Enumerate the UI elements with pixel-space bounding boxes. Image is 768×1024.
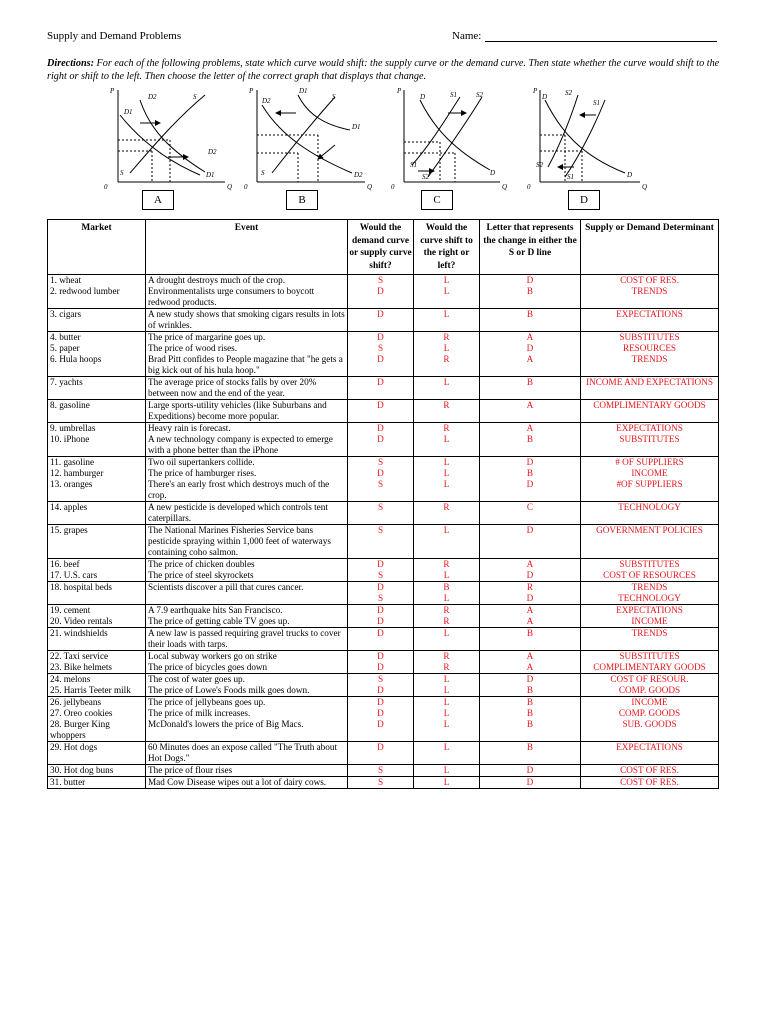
direction-cell: L [414,286,480,309]
letter-cell: D [480,457,581,469]
market-cell: 15. grapes [48,525,146,559]
event-cell: A new pesticide is developed which controls tent caterpillars. [146,502,348,525]
graph-b-s-bottom-label: S [261,169,265,177]
letter-cell: A [480,400,581,423]
determinant-cell: SUBSTITUTES [581,559,719,571]
graph-c [391,87,507,191]
header-event: Event [146,220,348,275]
direction-cell: L [414,777,480,789]
event-cell: The price of Lowe's Foods milk goes down. [146,685,348,697]
direction-cell: L [414,765,480,777]
market-cell: 7. yachts [48,377,146,400]
market-cell: 4. butter [48,332,146,344]
letter-cell: B [480,697,581,709]
letter-cell: D [480,525,581,559]
table-row [48,582,719,605]
letter-cell: A [480,616,581,628]
determinant-cell: TRENDS [581,354,719,377]
curve-cell: D [348,742,414,765]
market-cell: 23. Bike helmets [48,662,146,674]
table-row [48,559,719,571]
letter-cell: A [480,651,581,663]
event-cell: There's an early frost which destroys much of the crop. [146,479,348,502]
curve-cell: D [348,377,414,400]
directions-label: Directions: [47,58,94,69]
letter-cell: D [480,343,581,354]
curve-cell: D [348,685,414,697]
header-curve: Would the demand curve or supply curve shift? [348,220,414,275]
table-row [48,525,719,559]
table-row [48,457,719,469]
graph-c-p-label: P [397,87,402,95]
event-cell: A 7.9 earthquake hits San Francisco. [146,605,348,617]
event-cell: Mad Cow Disease wipes out a lot of dairy cows. [146,777,348,789]
table-row [48,468,719,479]
event-cell: The price of getting cable TV goes up. [146,616,348,628]
market-cell: 16. beef [48,559,146,571]
header-determinant: Supply or Demand Determinant [581,220,719,275]
graph-c-s1-bottom-label: S1 [410,161,417,169]
direction-cell: L [414,479,480,502]
graph-d-s2-bottom-label: S2 [536,161,543,169]
event-cell: Large sports-utility vehicles (like Suburbans and Expeditions) become more popular. [146,400,348,423]
table-row [48,354,719,377]
curve-cell: D [348,559,414,571]
table-row [48,662,719,674]
graph-a-s-label: S [193,93,197,101]
graph-c-q-label: Q [502,183,508,191]
problems-table [47,219,719,789]
curve-cell: D [348,309,414,332]
header-letter: Letter that represents the change in either the S or D line [480,220,581,275]
market-cell: 13. oranges [48,479,146,502]
letter-cell: A [480,662,581,674]
direction-cell: L [414,628,480,651]
direction-cell: L [414,275,480,287]
direction-cell: R [414,616,480,628]
table-row [48,434,719,457]
direction-cell: R [414,332,480,344]
graph-c-s2-top-label: S2 [476,91,483,99]
name-label: Name: [452,30,482,42]
event-cell: The price of chicken doubles [146,559,348,571]
graph-c-o-label: 0 [391,183,395,191]
market-cell: 19. cement [48,605,146,617]
determinant-cell: COMPLIMENTARY GOODS [581,400,719,423]
graph-c-s1-top-label: S1 [450,91,457,99]
direction-cell: L [414,468,480,479]
graph-b-d2-label: D2 [262,97,271,105]
determinant-cell: COMP. GOODS [581,685,719,697]
event-cell: Scientists discover a pill that cures cancer. [146,582,348,605]
market-cell: 22. Taxi service [48,651,146,663]
event-cell: A new technology company is expected to emerge with a phone better than the iPhone [146,434,348,457]
table-row [48,742,719,765]
event-cell: The price of bicycles goes down [146,662,348,674]
determinant-cell: GOVERNMENT POLICIES [581,525,719,559]
market-cell: 29. Hot dogs [48,742,146,765]
graph-a-p-label: P [110,87,115,95]
graph-d-s2-top-label: S2 [565,89,572,97]
graph-a-o-label: 0 [104,183,108,191]
market-cell: 2. redwood lumber [48,286,146,309]
curve-cell: D S [348,582,414,605]
table-row [48,719,719,742]
determinant-cell: COST OF RES. [581,275,719,287]
letter-cell: D [480,765,581,777]
graph-d-s1-bottom-label: S1 [567,173,574,181]
determinant-cell: COST OF RESOUR. [581,674,719,686]
graph-a [104,87,232,191]
graph-c-d-right-label: D [490,169,496,177]
market-cell: 11. gasoline [48,457,146,469]
curve-cell: S [348,570,414,582]
market-cell: 10. iPhone [48,434,146,457]
letter-cell: D [480,674,581,686]
determinant-cell: TRENDS [581,286,719,309]
event-cell: The price of margarine goes up. [146,332,348,344]
table-row [48,616,719,628]
graph-c-d-top-label: D [420,93,426,101]
table-row [48,309,719,332]
name-blank-line [485,31,717,42]
determinant-cell: INCOME [581,697,719,709]
event-cell: McDonald's lowers the price of Big Macs. [146,719,348,742]
directions-text: For each of the following problems, state which curve would shift: the supply curve or the demand curve. Then state whether the curve would shift to the right or shift to the left. Then choose the letter of the correct graph that displays that change. [47,58,720,82]
determinant-cell: COST OF RESOURCES [581,570,719,582]
market-cell: 9. umbrellas [48,423,146,435]
curve-cell: D [348,616,414,628]
letter-cell: B [480,719,581,742]
market-cell: 6. Hula hoops [48,354,146,377]
graph-b-p-label: P [249,87,254,95]
graph-b-d2-right-label: D2 [354,171,363,179]
determinant-cell: COMP. GOODS [581,708,719,719]
letter-cell: C [480,502,581,525]
direction-cell: L [414,570,480,582]
letter-cell: B [480,742,581,765]
letter-cell: A [480,332,581,344]
determinant-cell: TECHNOLOGY [581,502,719,525]
direction-cell: R [414,605,480,617]
curve-cell: D [348,423,414,435]
letter-cell: A [480,559,581,571]
event-cell: The cost of water goes up. [146,674,348,686]
market-cell: 1. wheat [48,275,146,287]
letter-cell: A [480,423,581,435]
direction-cell: L [414,525,480,559]
direction-cell: R [414,662,480,674]
curve-cell: D [348,332,414,344]
graph-d-letter: D [568,190,600,210]
direction-cell: L [414,434,480,457]
market-cell: 14. apples [48,502,146,525]
curve-cell: D [348,605,414,617]
direction-cell: R [414,354,480,377]
market-cell: 12. hamburger [48,468,146,479]
table-row [48,377,719,400]
table-row [48,628,719,651]
event-cell: A new study shows that smoking cigars results in lots of wrinkles. [146,309,348,332]
graph-b-s-label: S [332,93,336,101]
table-row [48,708,719,719]
curve-cell: D [348,719,414,742]
letter-cell: B [480,309,581,332]
table-row [48,332,719,344]
graph-d-p-label: P [533,87,538,95]
market-cell: 18. hospital beds [48,582,146,605]
graph-a-d2-right-label: D2 [208,148,217,156]
direction-cell: R [414,502,480,525]
letter-cell: B [480,685,581,697]
letter-cell: B [480,708,581,719]
direction-cell: L [414,377,480,400]
determinant-cell: EXPECTATIONS [581,605,719,617]
header-direction: Would the curve shift to the right or left? [414,220,480,275]
table-row [48,275,719,287]
event-cell: Environmentalists urge consumers to boycott redwood products. [146,286,348,309]
curve-cell: D [348,651,414,663]
table-row [48,674,719,686]
determinant-cell: INCOME [581,616,719,628]
market-cell: 20. Video rentals [48,616,146,628]
determinant-cell: EXPECTATIONS [581,423,719,435]
curve-cell: D [348,628,414,651]
graph-a-s-bottom-label: S [120,169,124,177]
event-cell: Brad Pitt confides to People magazine that "he gets a big kick out of his hula hoop." [146,354,348,377]
curve-cell: D [348,662,414,674]
table-row [48,502,719,525]
graph-b-letter: B [286,190,318,210]
market-cell: 8. gasoline [48,400,146,423]
determinant-cell: RESOURCES [581,343,719,354]
table-row [48,423,719,435]
letter-cell: A [480,605,581,617]
event-cell: The price of steel skyrockets [146,570,348,582]
direction-cell: L [414,719,480,742]
direction-cell: L [414,697,480,709]
curve-cell: S [348,275,414,287]
table-row [48,343,719,354]
table-row [48,605,719,617]
graph-b-d1-top-label: D1 [299,87,308,95]
market-cell: 27. Oreo cookies [48,708,146,719]
direction-cell: L [414,457,480,469]
letter-cell: B [480,377,581,400]
event-cell: Heavy rain is forecast. [146,423,348,435]
direction-cell: R [414,423,480,435]
table-row [48,765,719,777]
curve-cell: S [348,525,414,559]
event-cell: 60 Minutes does an expose called "The Truth about Hot Dogs." [146,742,348,765]
letter-cell: B [480,434,581,457]
table-body [48,275,719,789]
event-cell: The price of wood rises. [146,343,348,354]
event-cell: Two oil supertankers collide. [146,457,348,469]
direction-cell: L [414,685,480,697]
market-cell: 5. paper [48,343,146,354]
market-cell: 24. melons [48,674,146,686]
determinant-cell: TRENDS [581,628,719,651]
determinant-cell: #OF SUPPLIERS [581,479,719,502]
graph-b-q-label: Q [367,183,373,191]
curve-cell: D [348,400,414,423]
direction-cell: L [414,674,480,686]
direction-cell: B L [414,582,480,605]
graph-a-d1-right-label: D1 [206,171,215,179]
curve-cell: S [348,765,414,777]
curve-cell: S [348,479,414,502]
graph-c-s2-bottom-label: S2 [422,173,429,181]
letter-cell: D [480,570,581,582]
graph-a-d1-top-label: D1 [124,108,133,116]
curve-cell: D [348,697,414,709]
directions [47,57,727,83]
curve-cell: D [348,708,414,719]
curve-cell: D [348,286,414,309]
table-row [48,400,719,423]
graph-b-o-label: 0 [244,183,248,191]
table-row [48,685,719,697]
determinant-cell: INCOME [581,468,719,479]
market-cell: 17. U.S. cars [48,570,146,582]
determinant-cell: COMPLIMENTARY GOODS [581,662,719,674]
determinant-cell: COST OF RES. [581,777,719,789]
direction-cell: R [414,400,480,423]
curve-cell: S [348,502,414,525]
letter-cell: A [480,354,581,377]
graph-d-q-label: Q [642,183,648,191]
curve-cell: D [348,354,414,377]
name-field [452,30,717,42]
determinant-cell: SUBSTITUTES [581,332,719,344]
direction-cell: R [414,559,480,571]
table-row [48,697,719,709]
event-cell: Local subway workers go on strike [146,651,348,663]
market-cell: 21. windshields [48,628,146,651]
event-cell: The price of flour rises [146,765,348,777]
graph-c-letter: C [421,190,453,210]
determinant-cell: SUB. GOODS [581,719,719,742]
curve-cell: S [348,457,414,469]
table-row [48,651,719,663]
graph-a-q-label: Q [227,183,233,191]
determinant-cell: INCOME AND EXPECTATIONS [581,377,719,400]
worksheet-title: Supply and Demand Problems [47,30,182,42]
market-cell: 25. Harris Teeter milk [48,685,146,697]
direction-cell: L [414,742,480,765]
direction-cell: L [414,343,480,354]
graph-a-letter: A [142,190,174,210]
letter-cell: B [480,628,581,651]
market-cell: 30. Hot dog buns [48,765,146,777]
header-market: Market [48,220,146,275]
market-cell: 31. butter [48,777,146,789]
direction-cell: L [414,309,480,332]
graph-a-d2-label: D2 [148,93,157,101]
graph-d-d-right-label: D [627,171,633,179]
event-cell: The National Marines Fisheries Service bans pesticide spraying within 1,000 feet of waterways containing coho salmon. [146,525,348,559]
curve-cell: S [348,777,414,789]
graph-d-d-top-label: D [542,93,548,101]
letter-cell: B [480,468,581,479]
event-cell: The price of jellybeans goes up. [146,697,348,709]
market-cell: 28. Burger King whoppers [48,719,146,742]
letter-cell: D [480,275,581,287]
determinant-cell: EXPECTATIONS [581,309,719,332]
curve-cell: D [348,434,414,457]
event-cell: The price of hamburger rises. [146,468,348,479]
table-row [48,479,719,502]
graph-d-s1-top-label: S1 [593,99,600,107]
graph-b [244,87,372,191]
event-cell: The average price of stocks falls by over 20% between now and the end of the year. [146,377,348,400]
determinant-cell: COST OF RES. [581,765,719,777]
event-cell: The price of milk increases. [146,708,348,719]
market-cell: 26. jellybeans [48,697,146,709]
graphs-strip [0,85,768,215]
letter-cell: D [480,479,581,502]
table-row [48,777,719,789]
graph-b-d1-right-label: D1 [352,123,361,131]
event-cell: A drought destroys much of the crop. [146,275,348,287]
market-cell: 3. cigars [48,309,146,332]
determinant-cell: # OF SUPPLIERS [581,457,719,469]
determinant-cell: SUBSTITUTES [581,651,719,663]
determinant-cell: TRENDS TECHNOLOGY [581,582,719,605]
determinant-cell: EXPECTATIONS [581,742,719,765]
table-header-row [48,220,719,275]
table-row [48,286,719,309]
determinant-cell: SUBSTITUTES [581,434,719,457]
letter-cell: B [480,286,581,309]
curve-cell: S [348,674,414,686]
letter-cell: D [480,777,581,789]
event-cell: A new law is passed requiring gravel trucks to cover their loads with tarps. [146,628,348,651]
direction-cell: R [414,651,480,663]
graph-d-o-label: 0 [527,183,531,191]
letter-cell: R D [480,582,581,605]
table-row [48,570,719,582]
direction-cell: L [414,708,480,719]
curve-cell: S [348,343,414,354]
curve-cell: D [348,468,414,479]
graph-d [527,87,647,191]
